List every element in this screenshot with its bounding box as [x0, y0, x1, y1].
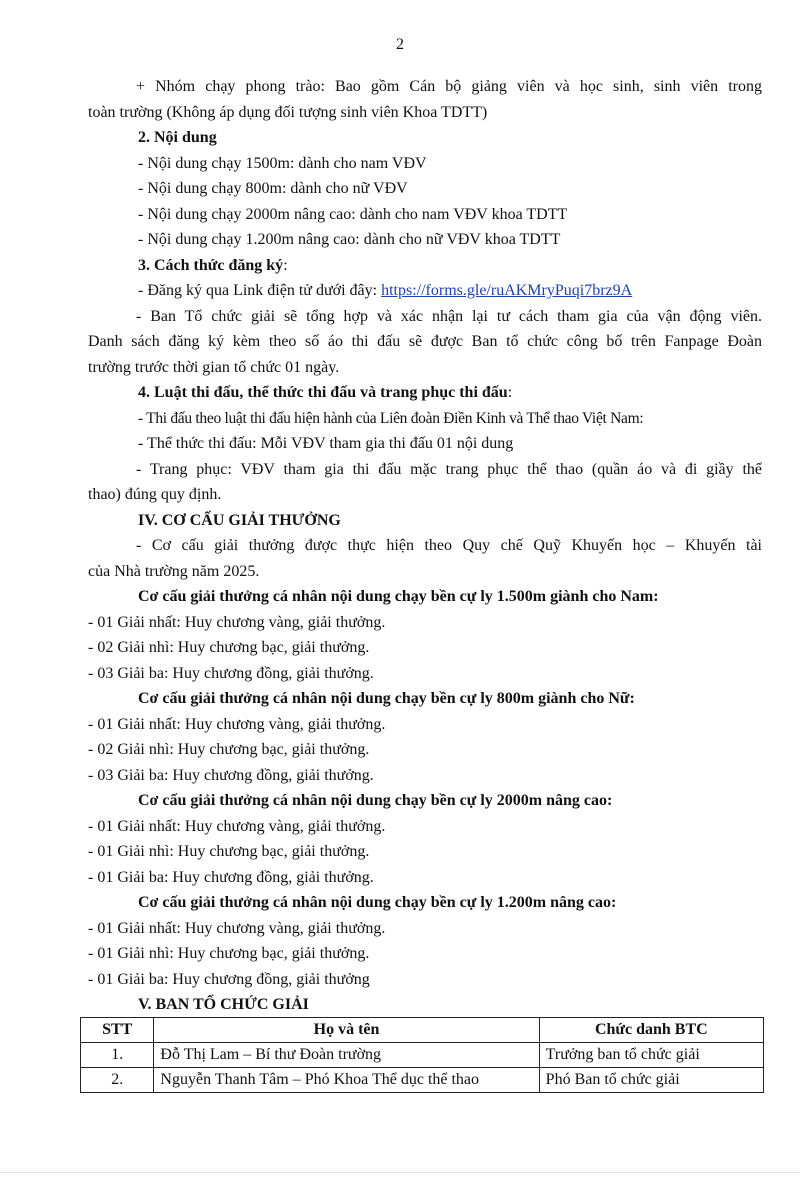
- section-4-item-1: - Thi đấu theo luật thi đấu hiện hành của Liên đoàn Điền Kinh và Thể thao Việt Nam:: [138, 409, 644, 427]
- prize-item: - 02 Giải nhì: Huy chương bạc, giải thưởng.: [88, 741, 370, 758]
- table-row: [81, 1068, 764, 1093]
- header-role: Chức danh BTC: [539, 1018, 763, 1043]
- section-iv-intro-line-1: - Cơ cấu giải thưởng được thực hiện theo Quy chế Quỹ Khuyến học – Khuyến tài: [136, 537, 762, 554]
- section-4-item-3-line-1: - Trang phục: VĐV tham gia thi đấu mặc trang phục thể thao (quần áo và đi giầy thể: [136, 460, 762, 478]
- prize-item: - 01 Giải ba: Huy chương đồng, giải thưởng: [88, 970, 370, 988]
- section-4-title-text: 4. Luật thi đấu, thể thức thi đấu và trang phục thi đấu: [138, 384, 508, 401]
- cell-role: Phó Ban tổ chức giải: [539, 1068, 763, 1093]
- section-3-para-line-1: - Ban Tổ chức giải sẽ tổng hợp và xác nhận lại tư cách tham gia của vận động viên.: [136, 307, 762, 325]
- table-header-row: [81, 1018, 764, 1043]
- prize-item: - 01 Giải nhì: Huy chương bạc, giải thưởng.: [88, 945, 370, 962]
- section-4-title: [88, 380, 762, 406]
- document-body: [88, 74, 762, 1018]
- section-2-item: - Nội dung chạy 1.200m nâng cao: dành cho nữ VĐV khoa TDTT: [138, 231, 561, 248]
- page-number: 2: [396, 36, 404, 53]
- header-name: Họ và tên: [154, 1018, 539, 1043]
- prize-item: - 02 Giải nhì: Huy chương bạc, giải thưởng.: [88, 639, 370, 656]
- register-line: [88, 278, 762, 304]
- section-iv-intro-line-2: của Nhà trường năm 2025.: [88, 562, 260, 580]
- cell-name: Đỗ Thị Lam – Bí thư Đoàn trường: [154, 1043, 539, 1068]
- section-4-item-2: - Thể thức thi đấu: Mỗi VĐV tham gia thi đấu 01 nội dung: [138, 435, 514, 452]
- section-3-title: [88, 253, 762, 279]
- register-prefix: - Đăng ký qua Link điện tử dưới đây:: [138, 282, 382, 299]
- prize-item: - 01 Giải nhất: Huy chương vàng, giải thưởng.: [88, 613, 386, 631]
- section-2-item: - Nội dung chạy 2000m nâng cao: dành cho nam VĐV khoa TDTT: [138, 205, 568, 223]
- section-4-item-3-line-2: thao) đúng quy định.: [88, 486, 222, 503]
- prize-group-title: Cơ cấu giải thưởng cá nhân nội dung chạy bền cự ly 1.200m nâng cao:: [138, 894, 617, 911]
- section-4-title-colon: :: [507, 384, 513, 401]
- prize-item: - 01 Giải nhất: Huy chương vàng, giải thưởng.: [88, 715, 386, 733]
- section-3-title-text: 3. Cách thức đăng ký: [138, 256, 284, 274]
- intro-line-1: + Nhóm chạy phong trào: Bao gồm Cán bộ giảng viên và học sinh, sinh viên trong: [136, 78, 762, 95]
- cell-role: Trưởng ban tổ chức giải: [539, 1043, 763, 1068]
- prize-item: - 01 Giải ba: Huy chương đồng, giải thưởng.: [88, 868, 374, 886]
- prize-item: - 01 Giải nhất: Huy chương vàng, giải thưởng.: [88, 919, 386, 937]
- prize-item: - 01 Giải nhì: Huy chương bạc, giải thưởng.: [88, 843, 370, 860]
- prize-group-title: Cơ cấu giải thưởng cá nhân nội dung chạy bền cự ly 2000m nâng cao:: [138, 792, 613, 809]
- intro-line-2: toàn trường (Không áp dụng đối tượng sinh viên Khoa TDTT): [88, 103, 488, 121]
- section-iv-title: IV. CƠ CẤU GIẢI THƯỞNG: [138, 511, 341, 529]
- organizing-committee-table: [80, 1017, 764, 1093]
- prize-item: - 03 Giải ba: Huy chương đồng, giải thưởng.: [88, 664, 374, 682]
- prize-item: - 03 Giải ba: Huy chương đồng, giải thưởng.: [88, 766, 374, 784]
- section-3-title-colon: :: [283, 256, 288, 274]
- section-v-title: V. BAN TỔ CHỨC GIẢI: [138, 996, 309, 1013]
- section-2-title: 2. Nội dung: [138, 129, 217, 146]
- prize-item: - 01 Giải nhất: Huy chương vàng, giải thưởng.: [88, 817, 386, 835]
- cell-name: Nguyễn Thanh Tâm – Phó Khoa Thể dục thể thao: [154, 1068, 539, 1093]
- section-2-item: - Nội dung chạy 1500m: dành cho nam VĐV: [138, 154, 427, 172]
- page-bottom-divider: [0, 1172, 800, 1173]
- header-stt: STT: [81, 1018, 154, 1043]
- prize-group-title: Cơ cấu giải thưởng cá nhân nội dung chạy bền cự ly 800m giành cho Nữ:: [138, 690, 635, 707]
- register-form-link[interactable]: https://forms.gle/ruAKMryPuqi7brz9A: [381, 282, 633, 299]
- cell-stt: 2.: [81, 1068, 154, 1093]
- table-row: [81, 1043, 764, 1068]
- section-3-para-line-2: Danh sách đăng ký kèm theo số áo thi đấu sẽ được Ban tổ chức công bố trên Fanpage Đoàn: [88, 333, 762, 350]
- prize-group-title: Cơ cấu giải thưởng cá nhân nội dung chạy bền cự ly 1.500m giành cho Nam:: [138, 588, 659, 605]
- cell-stt: 1.: [81, 1043, 154, 1068]
- section-2-item: - Nội dung chạy 800m: dành cho nữ VĐV: [138, 180, 408, 197]
- section-3-para-line-3: trường trước thời gian tổ chức 01 ngày.: [88, 358, 340, 376]
